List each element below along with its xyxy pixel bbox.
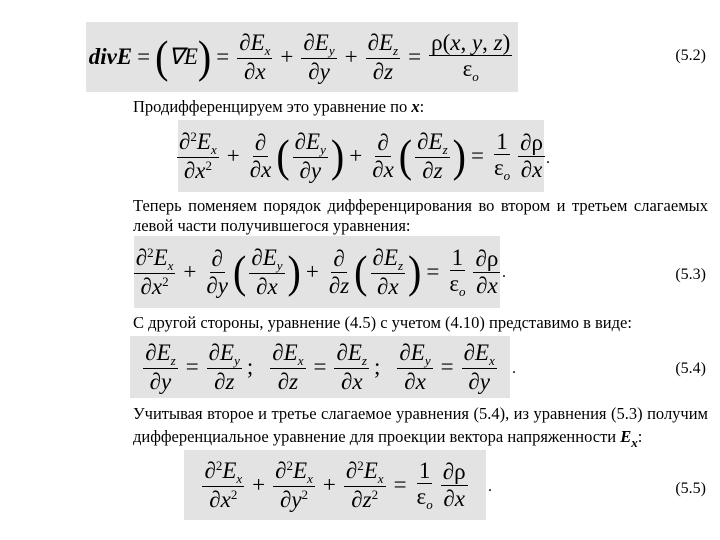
- paragraph-3: С другой стороны, уравнение (4.5) с учетом (4.10) представимо в виде:: [133, 313, 632, 332]
- equation-end-dot: .: [512, 360, 516, 377]
- equation-derivative: $\frac{\partial^2E_x}{\partial x^2}$ + $\frac{\partial}{\partial x}$ ( $\frac{\partial E_y}{\partial y}$ ) + $\frac{\partial}{\partial x}$ ( $\frac{\partial E_z}{\partial z}$ ) = $\frac{1}{\varepsilon_o}$ $\frac{\partial\rho}{\partial x}$: [178, 120, 544, 192]
- equation-end-dot: .: [546, 150, 550, 167]
- equation-number-5-5: (5.5): [675, 480, 706, 497]
- paragraph-2-line-2: левой части получившегося уравнения:: [133, 216, 411, 235]
- equation-5-2: divE = ( ∇E ) = $\frac{\partial E_x}{\partial x}$ + $\frac{\partial E_y}{\partial y}$ + $\frac{\partial E_z}{\partial z}$ = $\frac{\rho(x, y, z)}{\varepsilon_o}$: [86, 22, 518, 92]
- paragraph-1: Продифференцируем это уравнение по x:: [133, 97, 425, 116]
- equation-number-5-3: (5.3): [675, 266, 706, 283]
- equation-end-dot: .: [488, 478, 492, 495]
- equation-5-5: $\frac{\partial^2E_x}{\partial x^2}$ + $\frac{\partial^2E_x}{\partial y^2}$ + $\frac{\partial^2E_x}{\partial z^2}$ = $\frac{1}{\varepsilon_o}$ $\frac{\partial\rho}{\partial x}$: [184, 450, 486, 520]
- equation-number-5-2: (5.2): [675, 47, 706, 64]
- paragraph-4-line-1: Учитывая второе и третье слагаемое уравнения (5.4), из уравнения (5.3) получим: [133, 404, 708, 423]
- equation-number-5-4: (5.4): [675, 360, 706, 377]
- paragraph-2-line-1: Теперь поменяем порядок дифференцирования во втором и третьем слагаемых: [133, 196, 708, 215]
- paragraph-4-line-2: дифференциальное уравнение для проекции вектора напряженности $E_x$:: [133, 427, 643, 450]
- equation-end-dot: .: [502, 264, 506, 281]
- equation-5-4: $\frac{\partial E_z}{\partial y}$ = $\frac{\partial E_y}{\partial z}$ ; $\frac{\partial E_x}{\partial z}$ = $\frac{\partial E_z}{\partial x}$ ; $\frac{\partial E_y}{\partial x}$ = $\frac{\partial E_x}{\partial y}$: [130, 336, 510, 398]
- equation-5-3: $\frac{\partial^2E_x}{\partial x^2}$ + $\frac{\partial}{\partial y}$ ( $\frac{\partial E_y}{\partial x}$ ) + $\frac{\partial}{\partial z}$ ( $\frac{\partial E_z}{\partial x}$ ) = $\frac{1}{\varepsilon_o}$ $\frac{\partial\rho}{\partial x}$: [134, 236, 500, 308]
